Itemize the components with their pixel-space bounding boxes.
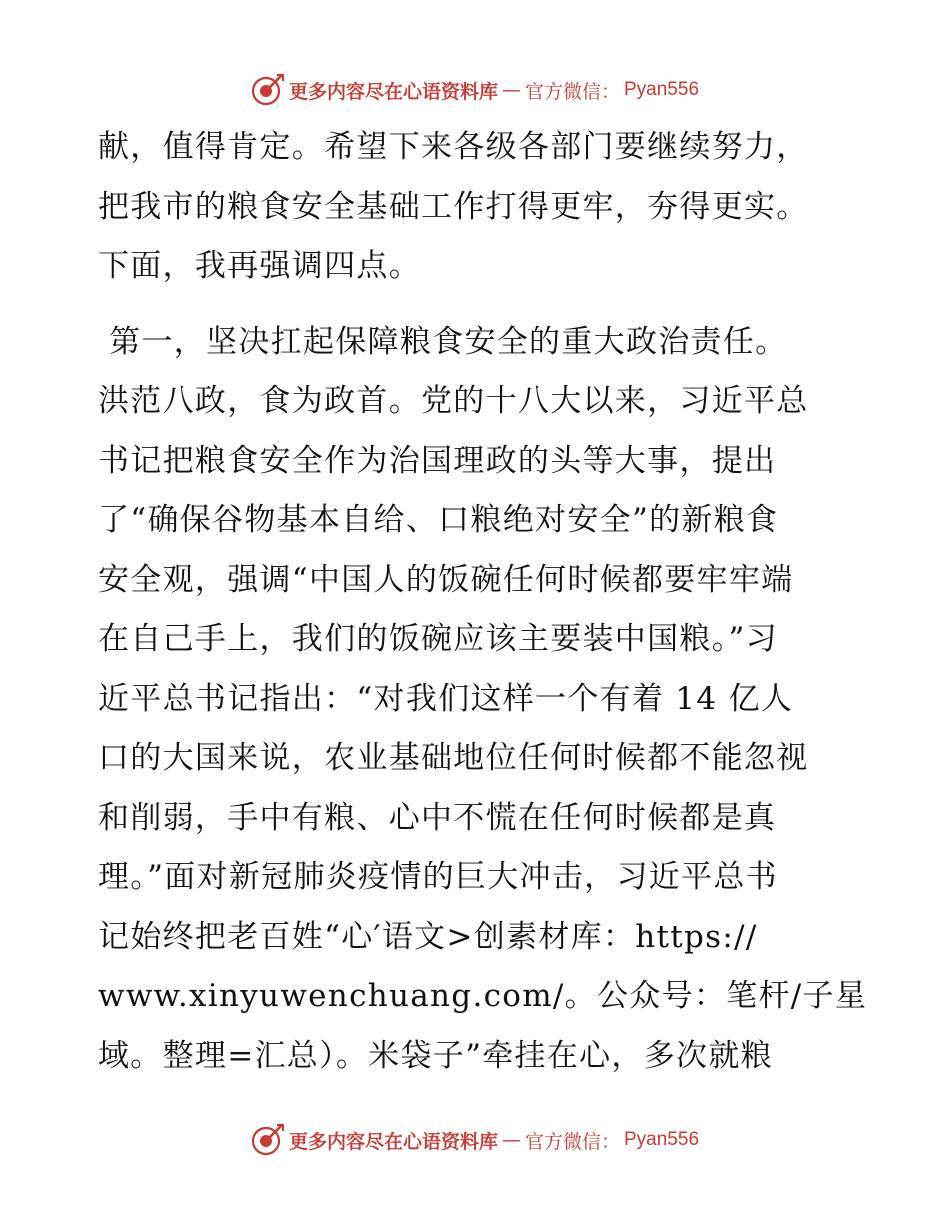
- header-banner: [0, 70, 950, 110]
- text-line: 献，值得肯定。希望下来各级各部门要继续努力，: [98, 129, 809, 165]
- document-body: [98, 118, 868, 1086]
- footer-wechat-id: Pyan556: [624, 1129, 700, 1150]
- text-line: 把我市的粮食安全基础工作打得更牢，夯得更实。: [98, 188, 809, 225]
- footer-wechat-label: 官方微信：: [524, 1130, 620, 1153]
- brand-logo-icon: [251, 1123, 285, 1157]
- text-line: 域。整理=汇总）。米袋子”牵挂在心，多次就粮: [98, 1037, 773, 1074]
- paragraph-spacer: [98, 297, 858, 313]
- brand-logo-icon: [251, 73, 285, 107]
- footer-banner: [0, 1120, 950, 1160]
- text-line: 第一，坚决扛起保障粮食安全的重大政治责任。: [98, 323, 788, 360]
- text-line: 在自己手上，我们的饭碗应该主要装中国粮。”习: [98, 621, 778, 657]
- header-wechat-id: Pyan556: [624, 79, 700, 100]
- text-line: www.xinyuwenchuang.com/。公众号：笔杆/子星: [98, 978, 868, 1014]
- text-line: 记始终把老百姓“心′语文>创素材库：https://: [98, 918, 758, 955]
- text-line: 和削弱，手中有粮、心中不慌在任何时候都是真: [98, 799, 777, 836]
- paragraph: [98, 118, 858, 297]
- text-line: 口的大国来说，农业基础地位任何时候都不能忽视: [98, 740, 809, 776]
- text-line: 下面，我再强调四点。: [98, 248, 421, 284]
- header-separator: —: [501, 79, 521, 101]
- header-brand-text: 更多内容尽在心语资料库: [288, 80, 498, 103]
- header-banner-content: [251, 73, 699, 107]
- paragraph: [98, 313, 868, 1087]
- text-line: 近平总书记指出：“对我们这样一个有着 14 亿人: [98, 680, 794, 717]
- text-line: 安全观，强调“中国人的饭碗任何时候都要牢牢端: [98, 561, 794, 598]
- text-line: 理。”面对新冠肺炎疫情的巨大冲击，习近平总书: [98, 859, 778, 895]
- footer-separator: —: [501, 1129, 521, 1151]
- footer-brand-text: 更多内容尽在心语资料库: [288, 1130, 498, 1153]
- header-wechat-label: 官方微信：: [524, 80, 620, 103]
- text-line: 了“确保谷物基本自给、口粮绝对安全”的新粮食: [98, 502, 779, 538]
- footer-banner-content: [251, 1123, 699, 1157]
- text-line: 书记把粮食安全作为治国理政的头等大事，提出: [98, 442, 777, 479]
- text-line: 洪范八政，食为政首。党的十八大以来，习近平总: [98, 383, 809, 419]
